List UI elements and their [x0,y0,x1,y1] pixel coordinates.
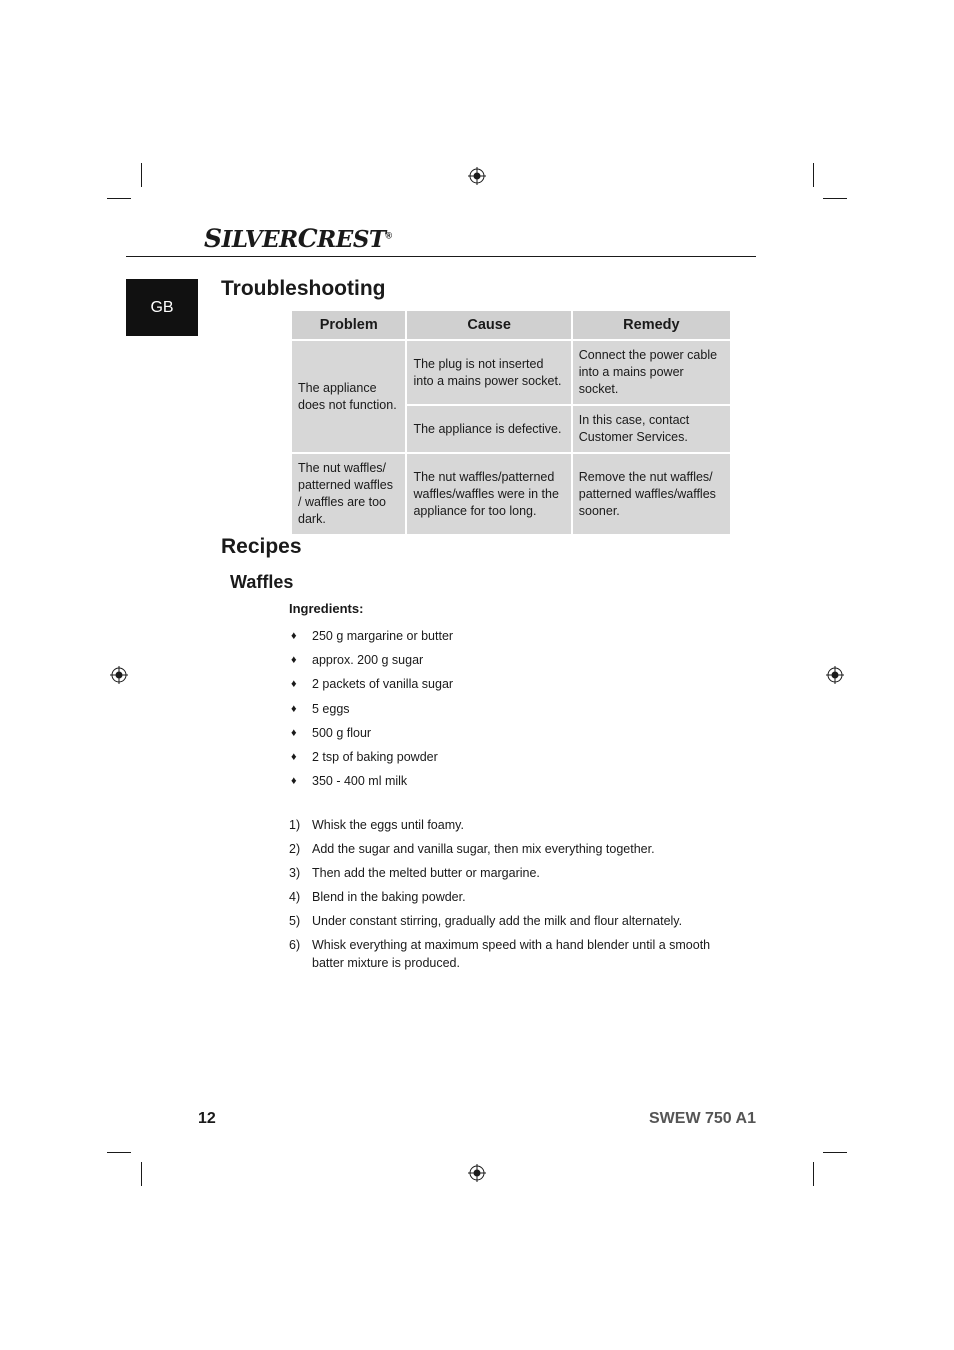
waffles-title: Waffles [230,572,294,592]
ingredients-label: Ingredients: [289,601,364,616]
diamond-bullet-icon: ♦ [291,630,297,643]
step-text: Then add the melted butter or margarine. [312,866,540,880]
problem-cell: The appliance does not function. [291,340,406,453]
brand-logo [204,224,392,253]
remedy-cell: In this case, contact Customer Services. [572,405,731,453]
list-item [291,624,453,648]
diamond-bullet-icon: ♦ [291,678,297,691]
step-text: Add the sugar and vanilla sugar, then mix everything together. [312,842,655,856]
troubleshooting-table [290,309,732,536]
ingredient-text: 500 g flour [312,725,372,740]
list-item [289,912,729,930]
crop-mark [107,1152,131,1153]
remedy-cell: Remove the nut waffles/ patterned waffles/waffles sooner. [572,453,731,535]
column-header-problem: Problem [291,310,406,340]
step-text: Whisk everything at maximum speed with a hand blender until a smooth batter mixture is produced. [312,938,711,970]
registration-mark-icon [110,666,128,684]
language-tab: GB [126,279,198,336]
cause-cell: The appliance is defective. [406,405,571,453]
list-item [291,648,453,672]
step-number: 1) [289,818,301,832]
troubleshooting-title: Troubleshooting [221,277,386,300]
list-item [289,864,729,882]
table-row [291,453,731,535]
model-number: SWEW 750 A1 [649,1110,756,1127]
brand-logo-letter: C [297,224,318,253]
crop-mark [823,1152,847,1153]
list-item [291,769,453,793]
step-number: 3) [289,866,301,880]
header-divider [126,256,756,257]
cause-cell: The nut waffles/patterned waffles/waffles were in the appliance for too long. [406,453,571,535]
list-item [291,745,453,769]
ingredient-text: 2 packets of vanilla sugar [312,677,454,692]
ingredient-text: 2 tsp of baking powder [312,750,438,765]
ingredient-text: approx. 200 g sugar [312,653,424,668]
step-text: Under constant stirring, gradually add the milk and flour alternately. [312,914,683,928]
recipes-title: Recipes [221,535,302,558]
crop-mark [141,1162,142,1186]
list-item [289,816,729,834]
brand-logo-text: REST [317,226,386,253]
registration-mark-icon [826,666,844,684]
step-text: Blend in the baking powder. [312,890,466,904]
ingredients-list [291,624,453,793]
crop-mark [107,198,131,199]
registration-mark-icon [468,167,486,185]
problem-cell: The nut waffles/ patterned waffles / waffles are too dark. [291,453,406,535]
step-number: 2) [289,842,301,856]
crop-mark [141,163,142,187]
step-number: 6) [289,938,301,952]
steps-list [289,816,729,978]
list-item [289,888,729,906]
remedy-cell: Connect the power cable into a mains power socket. [572,340,731,405]
ingredient-text: 250 g margarine or butter [312,629,454,644]
diamond-bullet-icon: ♦ [291,654,297,667]
list-item [289,840,729,858]
crop-mark [823,198,847,199]
diamond-bullet-icon: ♦ [291,702,297,715]
diamond-bullet-icon: ♦ [291,726,297,739]
brand-logo-letter: S [204,224,222,253]
step-number: 5) [289,914,301,928]
list-item [291,672,453,696]
registered-mark: ® [385,230,392,241]
list-item [289,936,729,972]
ingredient-text: 5 eggs [312,701,350,716]
page-number: 12 [198,1110,216,1127]
crop-mark [813,163,814,187]
column-header-cause: Cause [406,310,571,340]
step-text: Whisk the eggs until foamy. [312,818,464,832]
cause-cell: The plug is not inserted into a mains power socket. [406,340,571,405]
table-row [291,340,731,405]
column-header-remedy: Remedy [572,310,731,340]
diamond-bullet-icon: ♦ [291,751,297,764]
diamond-bullet-icon: ♦ [291,775,297,788]
list-item [291,721,453,745]
list-item [291,697,453,721]
table-header-row [291,310,731,340]
brand-logo-text: ILVER [221,226,298,253]
ingredient-text: 350 - 400 ml milk [312,774,408,789]
registration-mark-icon [468,1164,486,1182]
step-number: 4) [289,890,301,904]
crop-mark [813,1162,814,1186]
